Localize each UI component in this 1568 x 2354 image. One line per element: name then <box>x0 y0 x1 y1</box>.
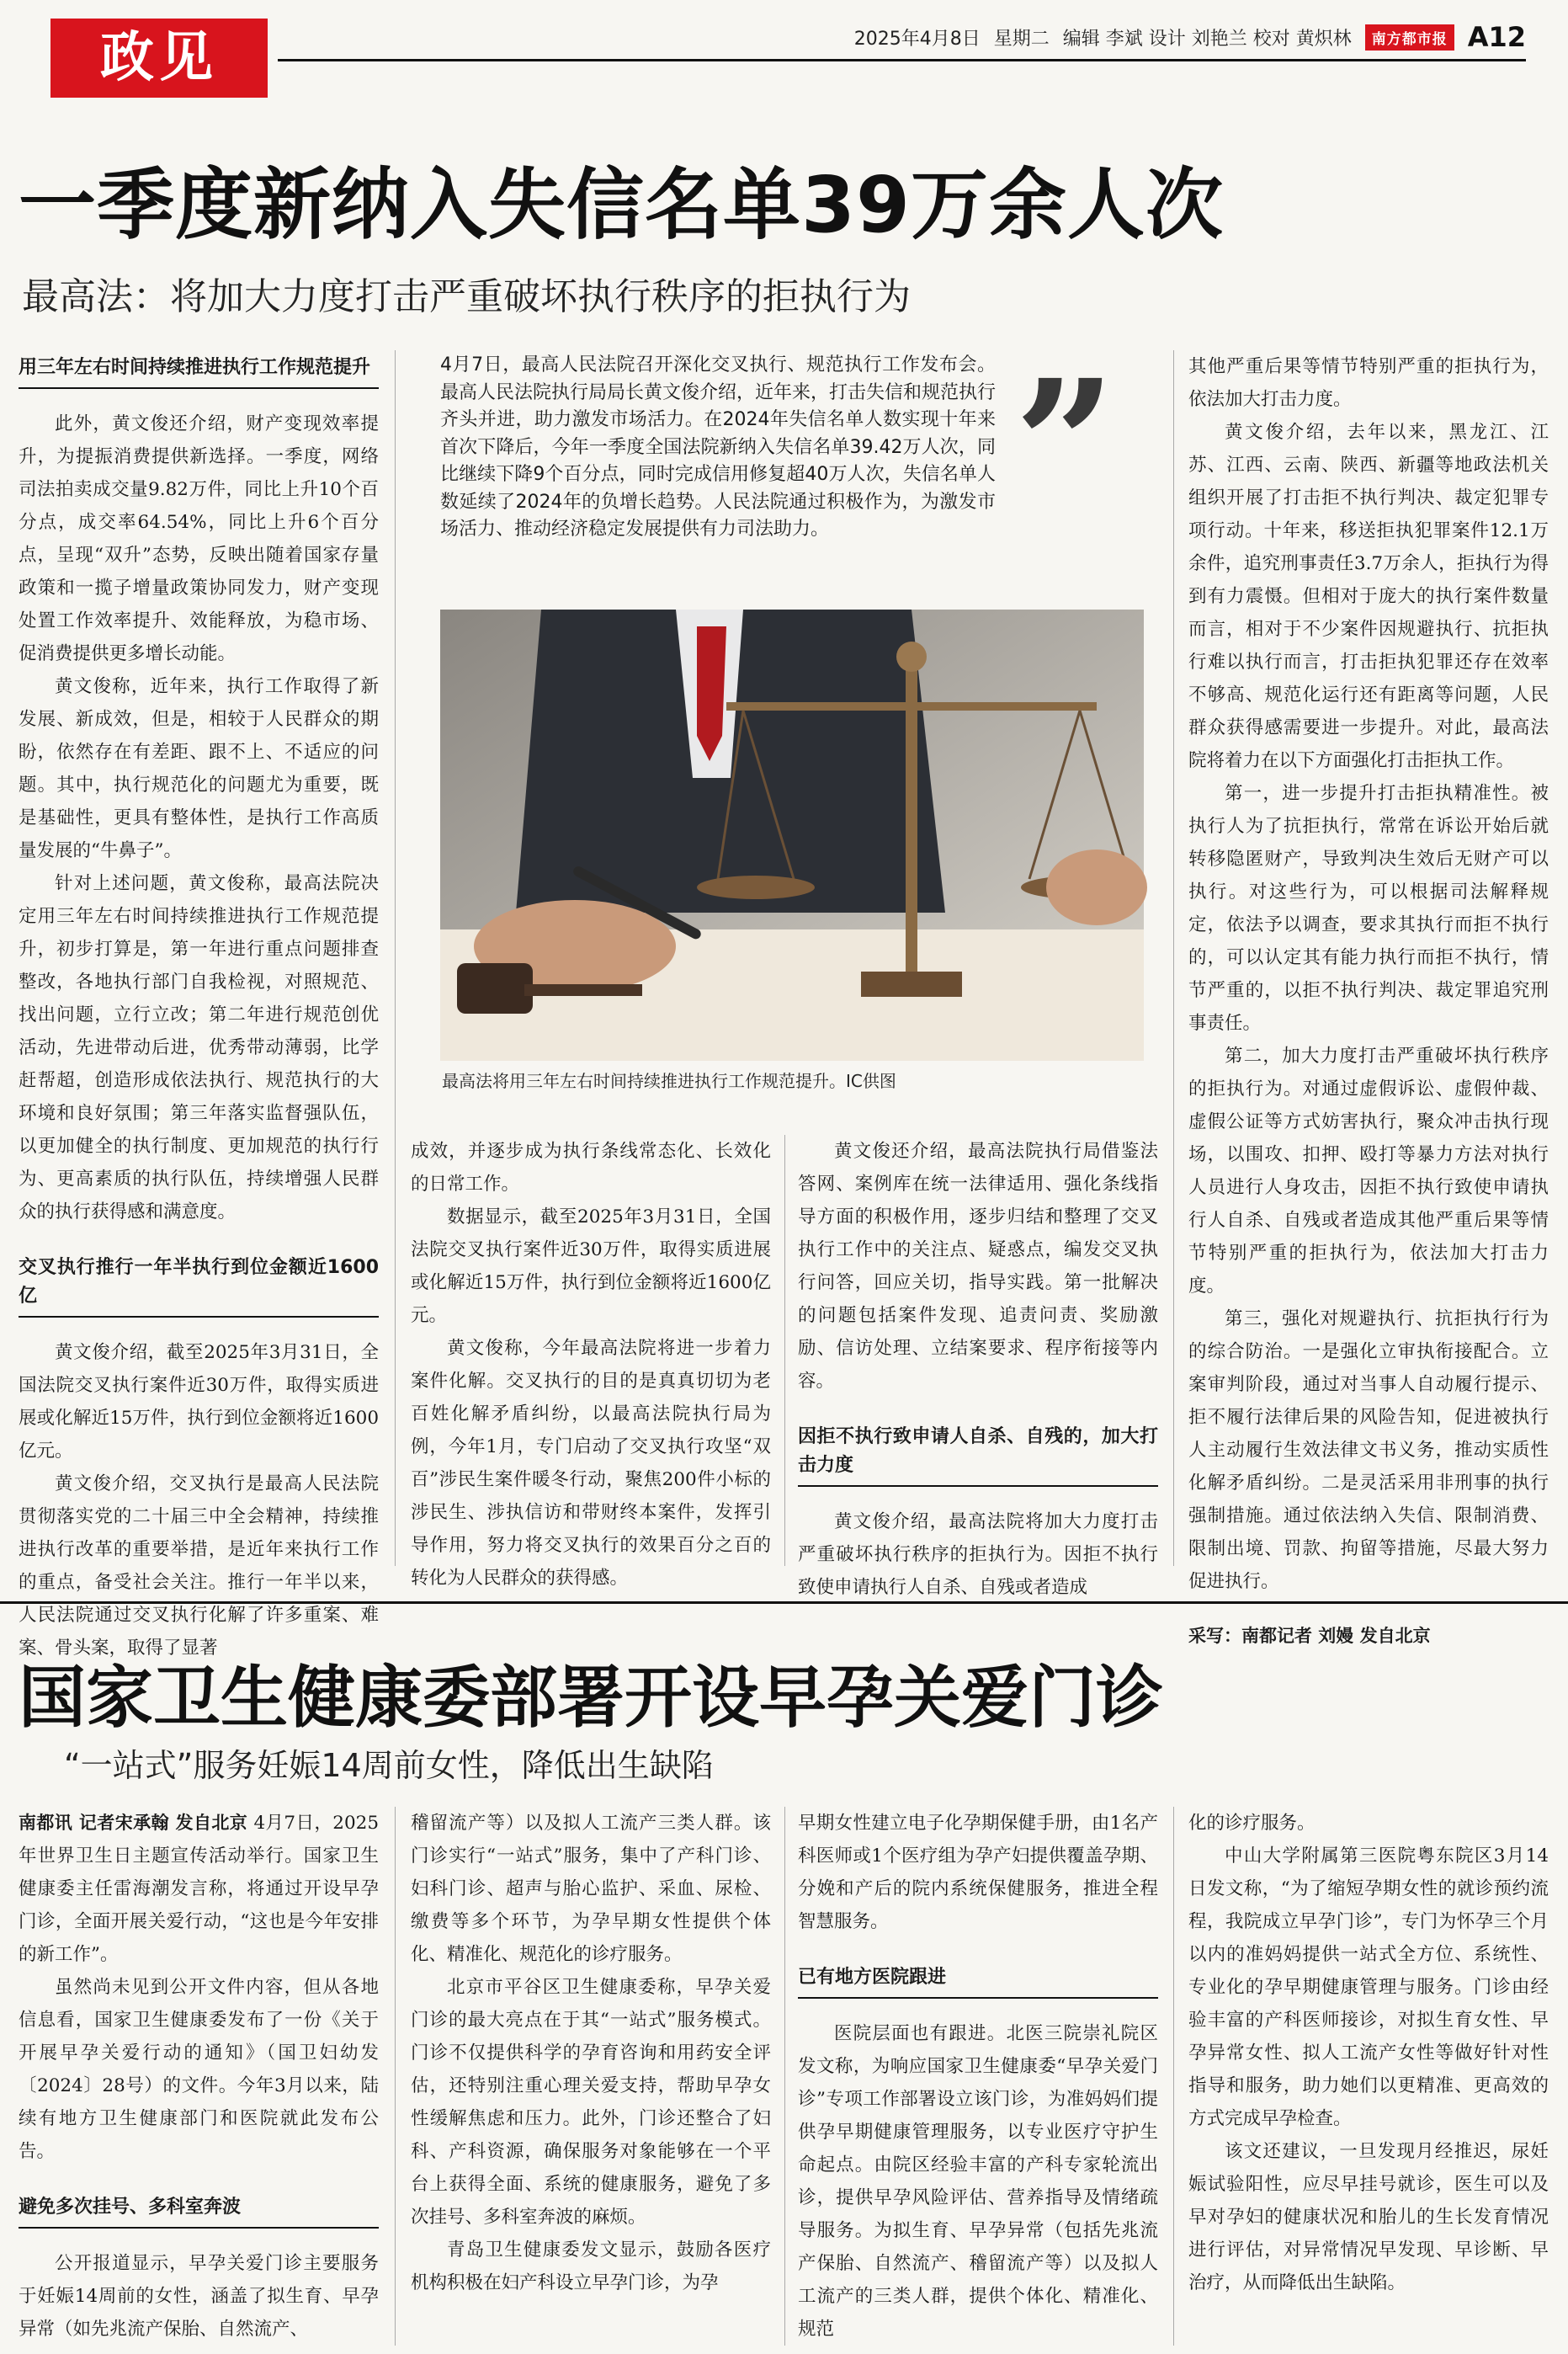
masthead-meta <box>854 20 1526 54</box>
section-tag: 政见 <box>50 19 268 98</box>
paragraph: 黄文俊介绍，截至2025年3月31日，全国法院交叉执行案件近30万件，取得实质进展或化解近15万件，执行到位金额将近1600亿元。 <box>19 1342 379 1462</box>
subheading: 避免多次挂号、多科室奔波 <box>19 2197 242 2218</box>
column-divider <box>784 1807 785 2346</box>
story-separator <box>0 1601 1568 1604</box>
story1-lead: 4月7日，最高人民法院召开深化交叉执行、规范执行工作发布会。最高人民法院执行局局长黄文俊介绍，近年来，打击失信和规范执行齐头并进，助力激发市场活力。在2024年失信名单人数实现十年来首次下降后，今年一季度全国法院新纳入失信名单39.42万人次，同比继续下降9个百分点，同时完成信用修复超40万人次，失信名单人数延续了2024年的负增长趋势。人民法院通过积极作为，为激发市场活力、推动经济稳定发展提供有力司法助力。 <box>440 354 997 540</box>
paragraph: 青岛卫生健康委发文显示，鼓励各医疗机构积极在妇产科设立早孕门诊，为孕 <box>411 2239 771 2293</box>
paragraph: 中山大学附属第三医院粤东院区3月14日发文称，“为了缩短孕期女性的就诊预约流程，我院成立早孕门诊”，专门为怀孕三个月以内的准妈妈提供一站式全方位、系统性、专业化的孕早期健康管理与服务。门诊由经验丰富的产科医师接诊，对拟生育女性、早孕异常女性、拟人工流产女性等做好针对性指导和服务，助力她们以更精准、更高效的方式完成早孕检查。 <box>1188 1845 1549 2129</box>
paragraph: 黄文俊介绍，最高法院将加大力度打击严重破坏执行秩序的拒执行为。因拒不执行致使申请执行人自杀、自残或者造成 <box>798 1511 1158 1598</box>
subheading: 因拒不执行致申请人自杀、自残的，加大打击力度 <box>798 1426 1158 1476</box>
paragraph: 4月7日，2025年世界卫生日主题宣传活动举行。国家卫生健康委主任雷海潮发言称，将通过开设早孕门诊，全面开展关爱行动，“这也是今年安排的新工作”。 <box>19 1813 380 1965</box>
paragraph: 数据显示，截至2025年3月31日，全国法院交叉执行案件近30万件，取得实质进展或化解近15万件，执行到位金额将近1600亿元。 <box>411 1206 771 1326</box>
story2-column-3 <box>798 1807 1158 2346</box>
staff-credits: 编辑 李斌 设计 刘艳兰 校对 黄炽林 <box>1062 28 1352 50</box>
story2-column-2 <box>411 1807 771 2346</box>
subheading-rule <box>19 2227 379 2229</box>
story1-photo <box>440 610 1144 1061</box>
column-divider <box>1173 1807 1174 2346</box>
issue-weekday: 星期二 <box>993 28 1050 50</box>
paragraph: 虽然尚未见到公开文件内容，但从各地信息看，国家卫生健康委发布了一份《关于开展早孕关爱行动的通知》（国卫妇幼发〔2024〕28号）的文件。今年3月以来，陆续有地方卫生健康部门和医院就此发布公告。 <box>19 1977 379 2162</box>
story2-subhead: “一站式”服务妊娠14周前女性，降低出生缺陷 <box>64 1747 714 1784</box>
story1-subhead: 最高法：将加大力度打击严重破坏执行秩序的拒执行为 <box>22 275 911 318</box>
paragraph: 针对上述问题，黄文俊称，最高法院决定用三年左右时间持续推进执行工作规范提升，初步打算是，第一年进行重点问题排查整改，各地执行部门自我检视，对照规范、找出问题，立行立改；第二年进行规范创优活动，先进带动后进，优秀带动薄弱，比学赶帮超，创造形成依法执行、规范执行的大环境和良好氛围；第三年落实监督强队伍，以更加健全的执行制度、更加规范的执行行为、更高素质的执行队伍，持续增强人民群众的执行获得感和满意度。 <box>19 873 379 1222</box>
story1-column-1 <box>19 350 379 1659</box>
byline: 采写：南都记者 刘嫚 发自北京 <box>1188 1626 1431 1646</box>
quote-mark-icon: ” <box>1014 341 1116 549</box>
subheading-rule <box>798 1485 1158 1487</box>
story1-column-4 <box>1188 350 1549 1646</box>
dateline: 南都讯 记者宋承翰 发自北京 <box>19 1813 248 1833</box>
page-number: A12 <box>1467 21 1526 53</box>
paragraph: 早期女性建立电子化孕期保健手册，由1名产科医师或1个医疗组为孕产妇提供覆盖孕期、分娩和产后的院内系统保健服务，推进全程智慧服务。 <box>798 1813 1158 1932</box>
story1-column-3 <box>798 1135 1158 1598</box>
paragraph: 黄文俊称，近年来，执行工作取得了新发展、新成效，但是，相较于人民群众的期盼，依然存在有差距、跟不上、不适应的问题。其中，执行规范化的问题尤为重要，既是基础性，更具有整体性，是执行工作高质量发展的“牛鼻子”。 <box>19 676 379 861</box>
paragraph: 北京市平谷区卫生健康委称，早孕关爱门诊的最大亮点在于其“一站式”服务模式。门诊不仅提供科学的孕育咨询和用药安全评估，还特别注重心理关爱支持，帮助早孕女性缓解焦虑和压力。此外，门诊还整合了妇科、产科资源，确保服务对象能够在一个平台上获得全面、系统的健康服务，避免了多次挂号、多科室奔波的麻烦。 <box>411 1977 771 2228</box>
paragraph: 黄文俊介绍，交叉执行是最高人民法院贯彻落实党的二十届三中全会精神，持续推进执行改革的重要举措，是近年来执行工作的重点，备受社会关注。推行一年半以来，人民法院通过交叉执行化解了许多重案、难案、骨头案，取得了显著 <box>19 1473 379 1659</box>
story1-headline: 一季度新纳入失信名单39万余人次 <box>19 160 1225 250</box>
subheading-rule <box>798 1997 1158 1999</box>
paragraph: 第一，进一步提升打击拒执精准性。被执行人为了抗拒执行，常常在诉讼开始后就转移隐匿财产，导致判决生效后无财产可以执行。对这些行为，可以根据司法解释规定，依法予以调查，要求其执行而拒不执行的，可以认定其有能力执行而拒不执行，情节严重的，以拒不执行判决、裁定罪追究刑事责任。 <box>1188 783 1549 1034</box>
paragraph: 其他严重后果等情节特别严重的拒执行为，依法加大打击力度。 <box>1188 356 1549 410</box>
paragraph: 医院层面也有跟进。北医三院崇礼院区发文称，为响应国家卫生健康委“早孕关爱门诊”专项工作部署设立该门诊，为准妈妈们提供孕早期健康管理服务，以专业医疗守护生命起点。由院区经验丰富的产科专家轮流出诊，提供早孕风险评估、营养指导及情绪疏导服务。为拟生育、早孕异常（包括先兆流产保胎、自然流产、稽留流产等）以及拟人工流产的三类人群，提供个体化、精准化、规范 <box>798 2023 1158 2340</box>
column-divider <box>1173 350 1174 1566</box>
column-divider <box>395 1807 396 2346</box>
story1-column-2 <box>411 1135 771 1589</box>
paragraph: 稽留流产等）以及拟人工流产三类人群。该门诊实行“一站式”服务，集中了产科门诊、妇科门诊、超声与胎心监护、采血、尿检、缴费等多个环节，为孕早期女性提供个体化、精准化、规范化的诊疗服务。 <box>411 1813 771 1965</box>
paragraph: 黄文俊还介绍，最高法院执行局借鉴法答网、案例库在统一法律适用、强化条线指导方面的积极作用，逐步归结和整理了交叉执行工作中的关注点、疑惑点，编发交叉执行问答，回应关切，指导实践。第一批解决的问题包括案件发现、追责问责、奖励激励、信访处理、立结案要求、程序衔接等内容。 <box>798 1141 1158 1392</box>
paragraph: 第二，加大力度打击严重破坏执行秩序的拒执行为。对通过虚假诉讼、虚假仲裁、虚假公证等方式妨害执行，聚众冲击执行现场，以围攻、扣押、殴打等暴力方法对执行人员进行人身攻击，因拒不执行致使申请执行人自杀、自残或者造成其他严重后果等情节特别严重的拒执行为，依法加大打击力度。 <box>1188 1046 1549 1297</box>
story2-column-4 <box>1188 1807 1549 2346</box>
masthead-rule <box>278 59 1526 61</box>
subheading-rule <box>19 387 379 389</box>
paragraph: 此外，黄文俊还介绍，财产变现效率提升，为提振消费提供新选择。一季度，网络司法拍卖成交量9.82万件，同比上升10个百分点，成交率64.54%，同比上升6个百分点，呈现“双升”态势，反映出随着国家存量政策和一揽子增量政策协同发力，财产变现处置工作效率提升、效能释放，为稳市场、促消费提供更多增长动能。 <box>19 413 379 664</box>
story2-headline: 国家卫生健康委部署开设早孕关爱门诊 <box>19 1659 1163 1737</box>
paragraph: 成效，并逐步成为执行条线常态化、长效化的日常工作。 <box>411 1141 771 1195</box>
paragraph: 化的诊疗服务。 <box>1188 1813 1316 1834</box>
paragraph: 公开报道显示，早孕关爱门诊主要服务于妊娠14周前的女性，涵盖了拟生育、早孕异常（如先兆流产保胎、自然流产、 <box>19 2253 379 2340</box>
column-divider <box>784 1135 785 1566</box>
newspaper-logo: 南方都市报 <box>1365 24 1454 51</box>
paragraph: 第三，强化对规避执行、抗拒执行行为的综合防治。一是强化立审执衔接配合。立案审判阶段，通过对当事人自动履行提示、拒不履行法律后果的风险告知，促进被执行人主动履行生效法律文书义务，推动实质性化解矛盾纠纷。二是灵活采用非刑事的执行强制措施。通过依法纳入失信、限制消费、限制出境、罚款、拘留等措施，尽最大努力促进执行。 <box>1188 1308 1549 1592</box>
paragraph: 黄文俊介绍，去年以来，黑龙江、江苏、江西、云南、陕西、新疆等地政法机关组织开展了打击拒不执行判决、裁定犯罪专项行动。十年来，移送拒执犯罪案件12.1万余件，追究刑事责任3.7万余人，拒执行为得到有力震慑。但相对于庞大的执行案件数量而言，相对于不少案件因规避执行、抗拒执行难以执行而言，打击拒执犯罪还存在效率不够高、规范化运行还有距离等问题，人民群众获得感需要进一步提升。对此，最高法院将着力在以下方面强化打击拒执工作。 <box>1188 422 1549 771</box>
column-divider <box>395 350 396 1566</box>
issue-date: 2025年4月8日 <box>853 28 981 50</box>
story2-column-1 <box>19 1807 379 2346</box>
paragraph: 黄文俊称，今年最高法院将进一步着力案件化解。交叉执行的目的是真真切切为老百姓化解矛盾纠纷，以最高法院执行局为例，今年1月，专门启动了交叉执行攻坚“双百”涉民生案件暖冬行动，聚焦200件小标的涉民生、涉执信访和带财终本案件，发挥引导作用，努力将交叉执行的效果百分之百的转化为人民群众的获得感。 <box>411 1338 771 1589</box>
subheading: 已有地方医院跟进 <box>798 1967 947 1988</box>
photo-caption: 最高法将用三年左右时间持续推进执行工作规范提升。IC供图 <box>442 1071 896 1091</box>
subheading: 交叉执行推行一年半执行到位金额近1600亿 <box>19 1257 379 1307</box>
subheading: 用三年左右时间持续推进执行工作规范提升 <box>19 357 371 378</box>
paragraph: 该文还建议，一旦发现月经推迟，尿妊娠试验阳性，应尽早挂号就诊，医生可以及早对孕妇的健康状况和胎儿的生长发育情况进行评估，对异常情况早发现、早诊断、早治疗，从而降低出生缺陷。 <box>1188 2141 1549 2293</box>
subheading-rule <box>19 1316 379 1318</box>
